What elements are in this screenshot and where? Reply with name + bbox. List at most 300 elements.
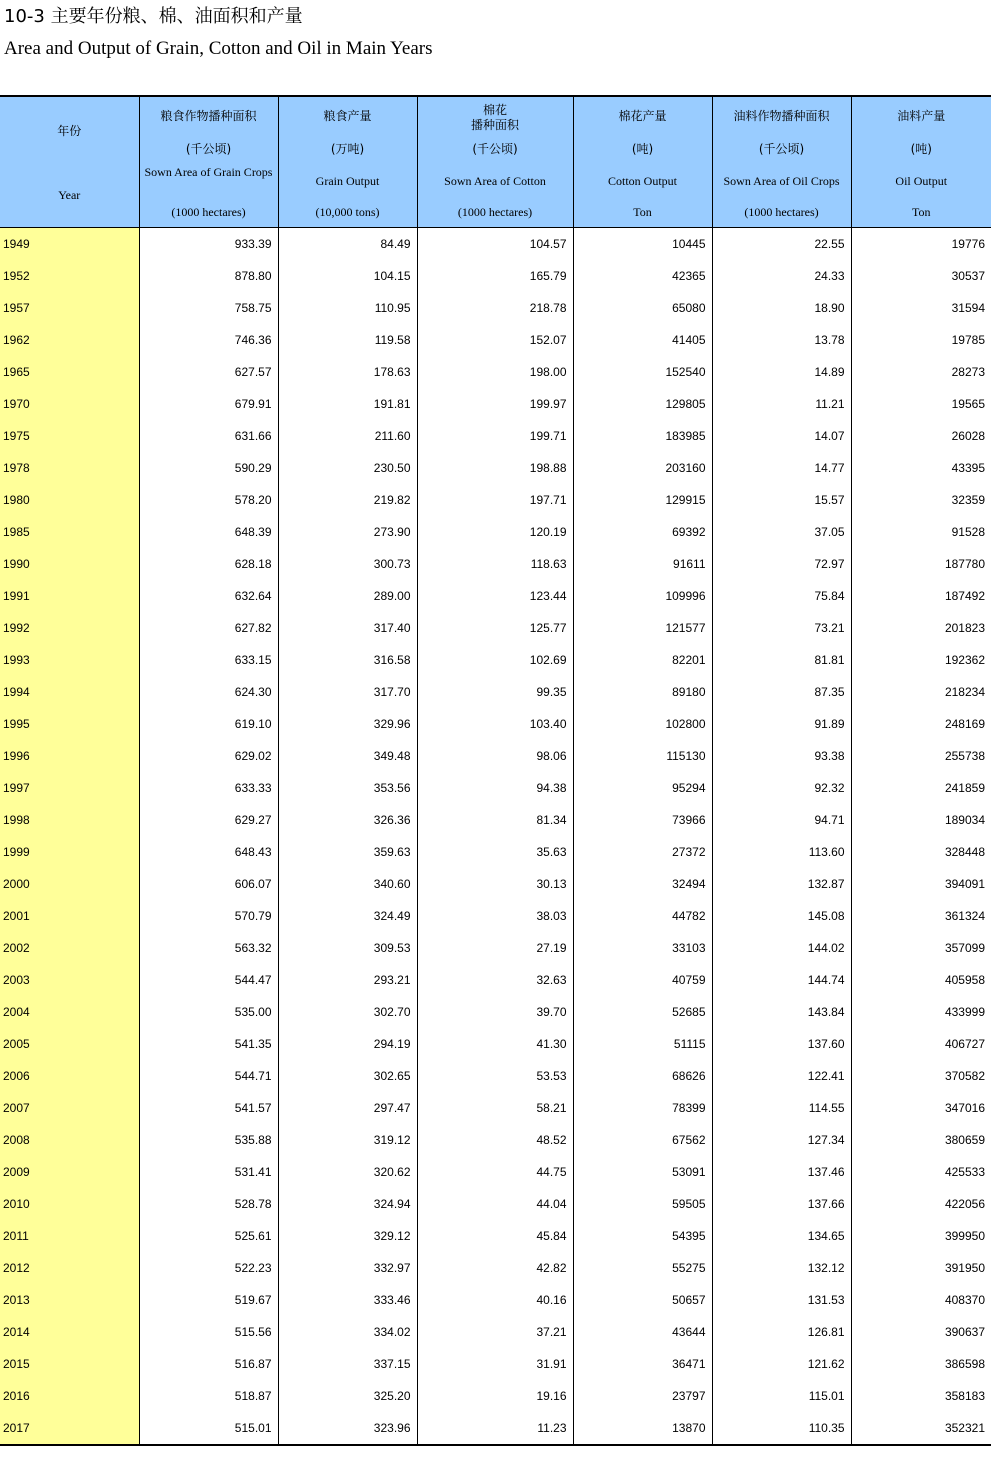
grain-output-cell: 329.96 — [278, 708, 417, 740]
table-row — [0, 1412, 991, 1445]
grain-area-cell: 541.35 — [139, 1028, 278, 1060]
year-cell: 2004 — [0, 996, 139, 1028]
oil-output-cell: 241859 — [851, 772, 991, 804]
oil-output-cell: 380659 — [851, 1124, 991, 1156]
year-cell: 1997 — [0, 772, 139, 804]
oil-area-cell: 110.35 — [712, 1412, 851, 1445]
grain-output-cell: 329.12 — [278, 1220, 417, 1252]
year-cell: 2002 — [0, 932, 139, 964]
year-cell: 1994 — [0, 676, 139, 708]
header-unit: (1000 hectares) — [744, 205, 819, 219]
cotton-output-cell: 54395 — [573, 1220, 712, 1252]
cotton-area-cell: 125.77 — [417, 612, 573, 644]
oil-output-cell: 19785 — [851, 324, 991, 356]
year-cell: 2000 — [0, 868, 139, 900]
grain-area-cell: 629.27 — [139, 804, 278, 836]
header-cn: 粮食作物播种面积 — [160, 109, 257, 123]
header-en: Oil Output — [895, 174, 948, 188]
table-row — [0, 964, 991, 996]
grain-area-cell: 522.23 — [139, 1252, 278, 1284]
grain-area-cell: 516.87 — [139, 1348, 278, 1380]
oil-output-cell: 408370 — [851, 1284, 991, 1316]
cotton-output-cell: 27372 — [573, 836, 712, 868]
cotton-output-cell: 53091 — [573, 1156, 712, 1188]
cotton-output-cell: 65080 — [573, 292, 712, 324]
table-row — [0, 772, 991, 804]
oil-output-cell: 201823 — [851, 612, 991, 644]
table-row — [0, 1252, 991, 1284]
year-cell: 2016 — [0, 1380, 139, 1412]
grain-area-cell: 518.87 — [139, 1380, 278, 1412]
cotton-area-cell: 152.07 — [417, 324, 573, 356]
oil-area-cell: 132.12 — [712, 1252, 851, 1284]
oil-area-cell: 94.71 — [712, 804, 851, 836]
header-cn: 粮食产量 — [323, 109, 372, 123]
oil-area-cell: 144.02 — [712, 932, 851, 964]
header-en: Sown Area of Oil Crops — [723, 174, 840, 188]
cotton-output-cell: 73966 — [573, 804, 712, 836]
grain-output-cell: 323.96 — [278, 1412, 417, 1445]
table-row — [0, 708, 991, 740]
header-unit: Ton — [633, 205, 652, 219]
header-en: Sown Area of Cotton — [444, 174, 546, 188]
cotton-area-cell: 197.71 — [417, 484, 573, 516]
cotton-output-cell: 152540 — [573, 356, 712, 388]
grain-area-cell: 570.79 — [139, 900, 278, 932]
grain-area-cell: 628.18 — [139, 548, 278, 580]
grain-output-cell: 317.40 — [278, 612, 417, 644]
year-cell: 1957 — [0, 292, 139, 324]
oil-output-cell: 357099 — [851, 932, 991, 964]
year-cell: 2003 — [0, 964, 139, 996]
grain-area-cell: 541.57 — [139, 1092, 278, 1124]
grain-output-cell: 320.62 — [278, 1156, 417, 1188]
cotton-output-cell: 129915 — [573, 484, 712, 516]
cotton-output-cell: 13870 — [573, 1412, 712, 1445]
cotton-output-cell: 203160 — [573, 452, 712, 484]
year-cell: 2009 — [0, 1156, 139, 1188]
table-row — [0, 868, 991, 900]
cotton-output-cell: 129805 — [573, 388, 712, 420]
cotton-area-cell: 42.82 — [417, 1252, 573, 1284]
cotton-output-cell: 109996 — [573, 580, 712, 612]
oil-output-cell: 26028 — [851, 420, 991, 452]
header-unit-cn: (千公顷) — [185, 142, 232, 156]
grain-output-cell: 119.58 — [278, 324, 417, 356]
oil-output-cell: 189034 — [851, 804, 991, 836]
year-cell: 2011 — [0, 1220, 139, 1252]
cotton-output-cell: 51115 — [573, 1028, 712, 1060]
grain-output-cell: 297.47 — [278, 1092, 417, 1124]
grain-area-cell: 535.88 — [139, 1124, 278, 1156]
header-unit: (10,000 tons) — [315, 205, 380, 219]
cotton-area-cell: 198.00 — [417, 356, 573, 388]
cotton-output-cell: 36471 — [573, 1348, 712, 1380]
oil-output-cell: 28273 — [851, 356, 991, 388]
cotton-area-cell: 37.21 — [417, 1316, 573, 1348]
header-cotton-area — [417, 96, 573, 228]
year-cell: 1965 — [0, 356, 139, 388]
year-cell: 2007 — [0, 1092, 139, 1124]
cotton-output-cell: 115130 — [573, 740, 712, 772]
table-row — [0, 1028, 991, 1060]
oil-area-cell: 121.62 — [712, 1348, 851, 1380]
table-row — [0, 1156, 991, 1188]
year-cell: 1998 — [0, 804, 139, 836]
year-cell: 1980 — [0, 484, 139, 516]
oil-output-cell: 19776 — [851, 228, 991, 261]
year-cell: 1990 — [0, 548, 139, 580]
grain-output-cell: 340.60 — [278, 868, 417, 900]
cotton-output-cell: 68626 — [573, 1060, 712, 1092]
table-header — [0, 96, 991, 228]
cotton-area-cell: 218.78 — [417, 292, 573, 324]
header-year — [0, 96, 139, 228]
oil-output-cell: 422056 — [851, 1188, 991, 1220]
cotton-output-cell: 44782 — [573, 900, 712, 932]
oil-area-cell: 122.41 — [712, 1060, 851, 1092]
cotton-area-cell: 99.35 — [417, 676, 573, 708]
table-row — [0, 740, 991, 772]
header-unit: Ton — [912, 205, 931, 219]
grain-area-cell: 746.36 — [139, 324, 278, 356]
table-row — [0, 420, 991, 452]
grain-output-cell: 300.73 — [278, 548, 417, 580]
cotton-area-cell: 44.04 — [417, 1188, 573, 1220]
year-cell: 2012 — [0, 1252, 139, 1284]
cotton-area-cell: 103.40 — [417, 708, 573, 740]
year-cell: 2015 — [0, 1348, 139, 1380]
header-unit-cn: (千公顷) — [472, 142, 518, 156]
cotton-output-cell: 41405 — [573, 324, 712, 356]
header-en: Cotton Output — [607, 174, 677, 188]
oil-area-cell: 93.38 — [712, 740, 851, 772]
oil-area-cell: 127.34 — [712, 1124, 851, 1156]
oil-area-cell: 134.65 — [712, 1220, 851, 1252]
grain-area-cell: 679.91 — [139, 388, 278, 420]
year-cell: 2017 — [0, 1412, 139, 1445]
table-row — [0, 260, 991, 292]
grain-area-cell: 878.80 — [139, 260, 278, 292]
cotton-output-cell: 78399 — [573, 1092, 712, 1124]
header-year-cn: 年份 — [57, 124, 82, 138]
cotton-output-cell: 43644 — [573, 1316, 712, 1348]
year-cell: 1999 — [0, 836, 139, 868]
table-row — [0, 1060, 991, 1092]
header-cn: 油料产量 — [897, 109, 946, 123]
cotton-output-cell: 183985 — [573, 420, 712, 452]
cotton-output-cell: 50657 — [573, 1284, 712, 1316]
year-cell: 2006 — [0, 1060, 139, 1092]
oil-output-cell: 31594 — [851, 292, 991, 324]
cotton-output-cell: 82201 — [573, 644, 712, 676]
cotton-area-cell: 35.63 — [417, 836, 573, 868]
table-row — [0, 516, 991, 548]
oil-area-cell: 24.33 — [712, 260, 851, 292]
header-cotton-output — [573, 96, 712, 228]
oil-area-cell: 13.78 — [712, 324, 851, 356]
oil-output-cell: 358183 — [851, 1380, 991, 1412]
oil-area-cell: 137.60 — [712, 1028, 851, 1060]
grain-area-cell: 606.07 — [139, 868, 278, 900]
grain-output-cell: 337.15 — [278, 1348, 417, 1380]
table-row — [0, 804, 991, 836]
cotton-output-cell: 40759 — [573, 964, 712, 996]
grain-output-cell: 178.63 — [278, 356, 417, 388]
header-unit-cn: (万吨) — [330, 142, 365, 156]
year-cell: 1962 — [0, 324, 139, 356]
grain-output-cell: 316.58 — [278, 644, 417, 676]
table-row — [0, 1124, 991, 1156]
year-cell: 1970 — [0, 388, 139, 420]
cotton-output-cell: 23797 — [573, 1380, 712, 1412]
grain-area-cell: 627.82 — [139, 612, 278, 644]
cotton-output-cell: 121577 — [573, 612, 712, 644]
grain-output-cell: 302.65 — [278, 1060, 417, 1092]
oil-output-cell: 218234 — [851, 676, 991, 708]
grain-output-cell: 110.95 — [278, 292, 417, 324]
cotton-area-cell: 45.84 — [417, 1220, 573, 1252]
cotton-area-cell: 199.97 — [417, 388, 573, 420]
table-row — [0, 356, 991, 388]
cotton-output-cell: 95294 — [573, 772, 712, 804]
grain-area-cell: 578.20 — [139, 484, 278, 516]
cotton-area-cell: 19.16 — [417, 1380, 573, 1412]
cotton-area-cell: 30.13 — [417, 868, 573, 900]
table-row — [0, 228, 991, 261]
cotton-area-cell: 104.57 — [417, 228, 573, 261]
oil-output-cell: 32359 — [851, 484, 991, 516]
oil-output-cell: 406727 — [851, 1028, 991, 1060]
oil-output-cell: 91528 — [851, 516, 991, 548]
grain-output-cell: 293.21 — [278, 964, 417, 996]
year-cell: 1975 — [0, 420, 139, 452]
cotton-area-cell: 31.91 — [417, 1348, 573, 1380]
table-title-english: Area and Output of Grain, Cotton and Oil in Main Years — [4, 38, 433, 59]
grain-output-cell: 191.81 — [278, 388, 417, 420]
data-table — [0, 95, 991, 1446]
cotton-output-cell: 33103 — [573, 932, 712, 964]
table-row — [0, 644, 991, 676]
table-row — [0, 1316, 991, 1348]
year-cell: 2014 — [0, 1316, 139, 1348]
header-oil-output — [851, 96, 991, 228]
cotton-area-cell: 39.70 — [417, 996, 573, 1028]
oil-area-cell: 126.81 — [712, 1316, 851, 1348]
grain-output-cell: 333.46 — [278, 1284, 417, 1316]
oil-output-cell: 390637 — [851, 1316, 991, 1348]
table-row — [0, 1220, 991, 1252]
table-row — [0, 388, 991, 420]
cotton-output-cell: 42365 — [573, 260, 712, 292]
oil-output-cell: 433999 — [851, 996, 991, 1028]
grain-output-cell: 104.15 — [278, 260, 417, 292]
grain-area-cell: 629.02 — [139, 740, 278, 772]
grain-area-cell: 624.30 — [139, 676, 278, 708]
table-body — [0, 228, 991, 1446]
grain-area-cell: 648.39 — [139, 516, 278, 548]
cotton-output-cell: 102800 — [573, 708, 712, 740]
grain-output-cell: 219.82 — [278, 484, 417, 516]
year-cell: 2005 — [0, 1028, 139, 1060]
oil-area-cell: 144.74 — [712, 964, 851, 996]
grain-output-cell: 294.19 — [278, 1028, 417, 1060]
table-title-chinese: 10-3 主要年份粮、棉、油面积和产量 — [4, 6, 303, 27]
year-cell: 1992 — [0, 612, 139, 644]
cotton-area-cell: 38.03 — [417, 900, 573, 932]
cotton-area-cell: 58.21 — [417, 1092, 573, 1124]
header-cn: 棉花 播种面积 — [470, 103, 519, 132]
table-row — [0, 676, 991, 708]
grain-output-cell: 325.20 — [278, 1380, 417, 1412]
grain-area-cell: 525.61 — [139, 1220, 278, 1252]
grain-area-cell: 648.43 — [139, 836, 278, 868]
header-unit-cn: (千公顷) — [758, 142, 805, 156]
year-cell: 1985 — [0, 516, 139, 548]
oil-output-cell: 187780 — [851, 548, 991, 580]
year-cell: 2010 — [0, 1188, 139, 1220]
oil-area-cell: 18.90 — [712, 292, 851, 324]
header-en: Sown Area of Grain Crops — [144, 165, 273, 179]
oil-area-cell: 14.89 — [712, 356, 851, 388]
grain-output-cell: 211.60 — [278, 420, 417, 452]
oil-output-cell: 255738 — [851, 740, 991, 772]
grain-area-cell: 632.64 — [139, 580, 278, 612]
oil-area-cell: 72.97 — [712, 548, 851, 580]
cotton-area-cell: 11.23 — [417, 1412, 573, 1445]
cotton-output-cell: 59505 — [573, 1188, 712, 1220]
oil-output-cell: 394091 — [851, 868, 991, 900]
grain-output-cell: 309.53 — [278, 932, 417, 964]
grain-output-cell: 332.97 — [278, 1252, 417, 1284]
grain-area-cell: 627.57 — [139, 356, 278, 388]
grain-area-cell: 758.75 — [139, 292, 278, 324]
oil-area-cell: 11.21 — [712, 388, 851, 420]
header-en: Grain Output — [315, 174, 380, 188]
oil-area-cell: 115.01 — [712, 1380, 851, 1412]
cotton-area-cell: 199.71 — [417, 420, 573, 452]
table-row — [0, 548, 991, 580]
cotton-output-cell: 52685 — [573, 996, 712, 1028]
grain-area-cell: 515.56 — [139, 1316, 278, 1348]
oil-area-cell: 37.05 — [712, 516, 851, 548]
oil-area-cell: 113.60 — [712, 836, 851, 868]
table-row — [0, 900, 991, 932]
grain-output-cell: 289.00 — [278, 580, 417, 612]
cotton-area-cell: 118.63 — [417, 548, 573, 580]
table-row — [0, 484, 991, 516]
table-row — [0, 580, 991, 612]
cotton-area-cell: 120.19 — [417, 516, 573, 548]
oil-output-cell: 43395 — [851, 452, 991, 484]
header-oil-area — [712, 96, 851, 228]
cotton-area-cell: 40.16 — [417, 1284, 573, 1316]
oil-output-cell: 425533 — [851, 1156, 991, 1188]
oil-area-cell: 92.32 — [712, 772, 851, 804]
grain-output-cell: 317.70 — [278, 676, 417, 708]
oil-area-cell: 73.21 — [712, 612, 851, 644]
grain-output-cell: 353.56 — [278, 772, 417, 804]
oil-area-cell: 114.55 — [712, 1092, 851, 1124]
oil-output-cell: 187492 — [851, 580, 991, 612]
grain-output-cell: 302.70 — [278, 996, 417, 1028]
table-row — [0, 932, 991, 964]
header-unit: (1000 hectares) — [457, 205, 533, 219]
table-row — [0, 996, 991, 1028]
cotton-area-cell: 53.53 — [417, 1060, 573, 1092]
header-year-en: Year — [58, 188, 81, 202]
grain-output-cell: 334.02 — [278, 1316, 417, 1348]
grain-output-cell: 273.90 — [278, 516, 417, 548]
header-unit-cn: (吨) — [631, 142, 654, 156]
oil-area-cell: 91.89 — [712, 708, 851, 740]
cotton-output-cell: 91611 — [573, 548, 712, 580]
header-grain-output — [278, 96, 417, 228]
year-cell: 1949 — [0, 228, 139, 261]
cotton-area-cell: 123.44 — [417, 580, 573, 612]
oil-area-cell: 22.55 — [712, 228, 851, 261]
oil-area-cell: 145.08 — [712, 900, 851, 932]
cotton-area-cell: 102.69 — [417, 644, 573, 676]
oil-output-cell: 391950 — [851, 1252, 991, 1284]
grain-area-cell: 933.39 — [139, 228, 278, 261]
grain-area-cell: 519.67 — [139, 1284, 278, 1316]
grain-output-cell: 324.94 — [278, 1188, 417, 1220]
cotton-area-cell: 44.75 — [417, 1156, 573, 1188]
cotton-output-cell: 10445 — [573, 228, 712, 261]
oil-area-cell: 137.46 — [712, 1156, 851, 1188]
year-cell: 2008 — [0, 1124, 139, 1156]
grain-output-cell: 326.36 — [278, 804, 417, 836]
header-cn: 棉花产量 — [618, 109, 667, 123]
oil-output-cell: 386598 — [851, 1348, 991, 1380]
header-unit: (1000 hectares) — [171, 205, 246, 219]
oil-output-cell: 19565 — [851, 388, 991, 420]
cotton-output-cell: 32494 — [573, 868, 712, 900]
oil-area-cell: 14.07 — [712, 420, 851, 452]
grain-area-cell: 631.66 — [139, 420, 278, 452]
grain-output-cell: 359.63 — [278, 836, 417, 868]
oil-area-cell: 75.84 — [712, 580, 851, 612]
year-cell: 1991 — [0, 580, 139, 612]
table-row — [0, 1284, 991, 1316]
year-cell: 1993 — [0, 644, 139, 676]
cotton-area-cell: 94.38 — [417, 772, 573, 804]
header-unit-cn: (吨) — [910, 142, 932, 156]
grain-area-cell: 633.33 — [139, 772, 278, 804]
cotton-area-cell: 81.34 — [417, 804, 573, 836]
oil-output-cell: 370582 — [851, 1060, 991, 1092]
grain-area-cell: 619.10 — [139, 708, 278, 740]
header-grain-area — [139, 96, 278, 228]
oil-area-cell: 81.81 — [712, 644, 851, 676]
grain-area-cell: 535.00 — [139, 996, 278, 1028]
header-cn: 油料作物播种面积 — [733, 109, 830, 123]
cotton-output-cell: 67562 — [573, 1124, 712, 1156]
year-cell: 1952 — [0, 260, 139, 292]
grain-output-cell: 230.50 — [278, 452, 417, 484]
grain-area-cell: 633.15 — [139, 644, 278, 676]
table-row — [0, 836, 991, 868]
table-row — [0, 1348, 991, 1380]
cotton-area-cell: 32.63 — [417, 964, 573, 996]
cotton-output-cell: 55275 — [573, 1252, 712, 1284]
oil-output-cell: 352321 — [851, 1412, 991, 1445]
oil-output-cell: 399950 — [851, 1220, 991, 1252]
table-row — [0, 452, 991, 484]
oil-area-cell: 131.53 — [712, 1284, 851, 1316]
table-row — [0, 612, 991, 644]
